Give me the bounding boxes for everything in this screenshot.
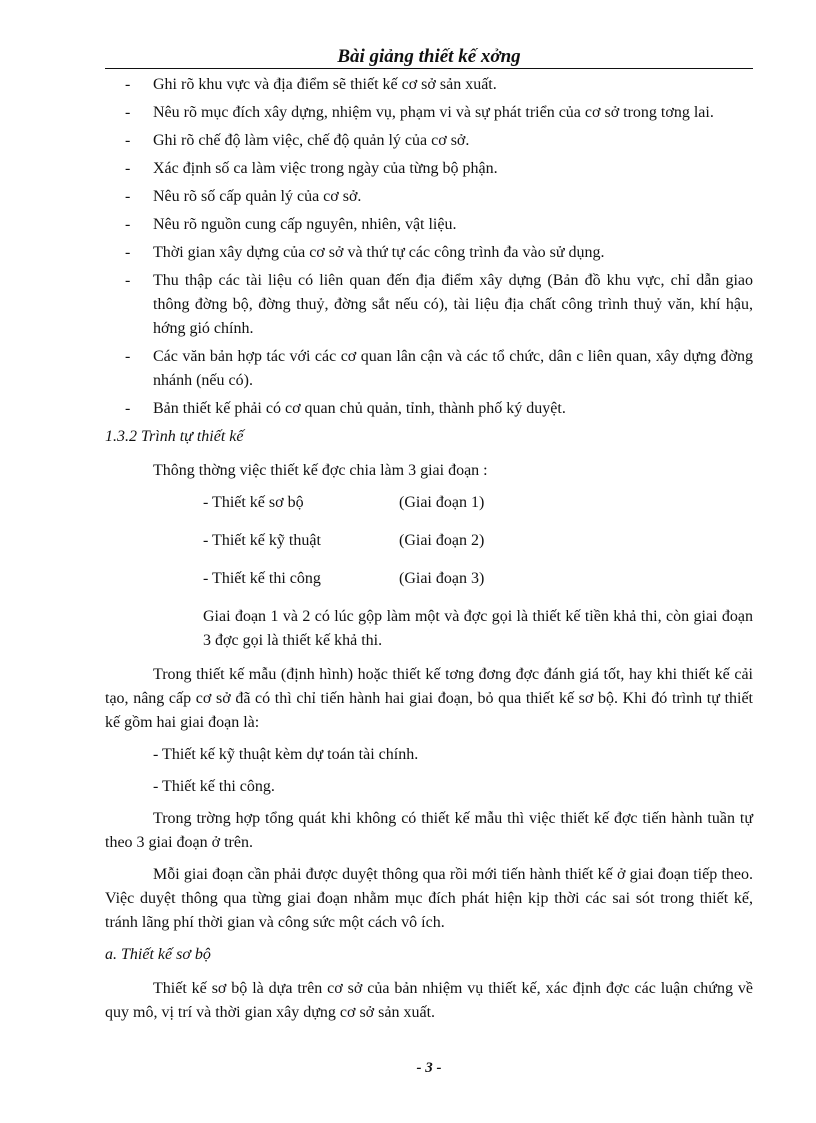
list-item-text: Bản thiết kế phải có cơ quan chủ quản, tỉnh, thành phố ký duyệt. bbox=[153, 400, 566, 417]
list-item-text: Xác định số ca làm việc trong ngày của từng bộ phận. bbox=[153, 160, 498, 177]
dash-marker: - bbox=[125, 244, 131, 261]
list-item bbox=[105, 241, 753, 265]
dash-marker: - bbox=[125, 348, 131, 365]
list-item bbox=[105, 185, 753, 209]
list-item-text: Ghi rõ chế độ làm việc, chế độ quản lý của cơ sở. bbox=[153, 132, 470, 149]
list-item bbox=[105, 213, 753, 237]
list-item-text: Nêu rõ nguồn cung cấp nguyên, nhiên, vật liệu. bbox=[153, 216, 457, 233]
list-item bbox=[105, 157, 753, 181]
running-header: Bài giảng thiết kế xởng bbox=[337, 46, 521, 67]
dash-marker: - bbox=[125, 188, 131, 205]
general-case-paragraph: Trong trờng hợp tổng quát khi không có thiết kế mẫu thì việc thiết kế đợc tiến hành tuần tự theo 3 giai đoạn ở trên. bbox=[105, 810, 753, 851]
list-item bbox=[105, 345, 753, 393]
stage-merge-note: Giai đoạn 1 và 2 có lúc gộp làm một và đợc gọi là thiết kế tiền khả thi, còn giai đoạn 3 đợc gọi là thiết kế khả thi. bbox=[203, 608, 753, 649]
list-item bbox=[105, 101, 753, 125]
list-item bbox=[105, 397, 753, 421]
list-item-text: Nêu rõ số cấp quản lý của cơ sở. bbox=[153, 188, 362, 205]
dash-marker: - bbox=[125, 272, 131, 289]
list-item bbox=[105, 269, 753, 341]
dash-marker: - bbox=[125, 104, 131, 121]
stage-phase: (Giai đoạn 1) bbox=[399, 494, 485, 511]
two-stage-item: - Thiết kế kỹ thuật kèm dự toán tài chính. bbox=[153, 746, 419, 763]
preliminary-design-paragraph: Thiết kế sơ bộ là dựa trên cơ sở của bản nhiệm vụ thiết kế, xác định đợc các luận chứng về quy mô, vị trí và thời gian xây dựng cơ sở sản xuất. bbox=[105, 980, 753, 1021]
stages-intro: Thông thờng việc thiết kế đợc chia làm 3 giai đoạn : bbox=[153, 462, 488, 479]
dash-marker: - bbox=[125, 400, 131, 417]
dash-marker: - bbox=[125, 216, 131, 233]
list-item-text: Thu thập các tài liệu có liên quan đến địa điểm xây dựng (Bản đồ khu vực, chỉ dẫn giao thông đờng bộ, đờng thuỷ, đờng sắt nếu có), tài liệu địa chất công trình thuỷ văn, khí hậu, hớng gió chính. bbox=[153, 272, 753, 337]
two-stage-item: - Thiết kế thi công. bbox=[153, 778, 275, 795]
stage-row bbox=[105, 567, 753, 605]
list-item bbox=[105, 73, 753, 97]
dash-marker: - bbox=[125, 76, 131, 93]
dash-marker: - bbox=[125, 132, 131, 149]
stage-row bbox=[105, 491, 753, 529]
dash-marker: - bbox=[125, 160, 131, 177]
requirements-list bbox=[105, 73, 753, 421]
list-item-text: Ghi rõ khu vực và địa điểm sẽ thiết kế cơ sở sản xuất. bbox=[153, 76, 497, 93]
stage-phase: (Giai đoạn 2) bbox=[399, 532, 485, 549]
section-heading-preliminary-design: a. Thiết kế sơ bộ bbox=[105, 946, 211, 963]
list-item-text: Nêu rõ mục đích xây dựng, nhiệm vụ, phạm vi và sự phát triển của cơ sở trong tơng lai. bbox=[153, 104, 714, 121]
list-item-text: Thời gian xây dựng của cơ sở và thứ tự các công trình đa vào sử dụng. bbox=[153, 244, 605, 261]
page-content bbox=[105, 70, 753, 1033]
template-design-paragraph: Trong thiết kế mẫu (định hình) hoặc thiết kế tơng đơng đợc đánh giá tốt, hay khi thiết kế cải tạo, nâng cấp cơ sở đã có thì chỉ tiến hành hai giai đoạn, bỏ qua thiết kế sơ bộ. Khi đó trình tự thiết kế gồm hai giai đoạn là: bbox=[105, 666, 753, 731]
page-number: - 3 - bbox=[416, 1060, 442, 1076]
stage-phase: (Giai đoạn 3) bbox=[399, 570, 485, 587]
stage-name: - Thiết kế sơ bộ bbox=[203, 494, 304, 511]
list-item-text: Các văn bản hợp tác với các cơ quan lân cận và các tổ chức, dân c liên quan, xây dựng đờng nhánh (nếu có). bbox=[153, 348, 753, 389]
list-item bbox=[105, 129, 753, 153]
stage-name: - Thiết kế thi công bbox=[203, 570, 321, 587]
stage-name: - Thiết kế kỹ thuật bbox=[203, 532, 321, 549]
approval-paragraph: Mỗi giai đoạn cần phải được duyệt thông qua rồi mới tiến hành thiết kế ở giai đoạn tiếp theo. Việc duyệt thông qua từng giai đoạn nhằm mục đích phát hiện kịp thời các sai sót trong thiết kế, tránh lãng phí thời gian và công sức một cách vô ích. bbox=[105, 866, 753, 931]
stage-row bbox=[105, 529, 753, 567]
section-heading-design-sequence: 1.3.2 Trình tự thiết kế bbox=[105, 428, 244, 445]
header-rule bbox=[105, 68, 753, 69]
